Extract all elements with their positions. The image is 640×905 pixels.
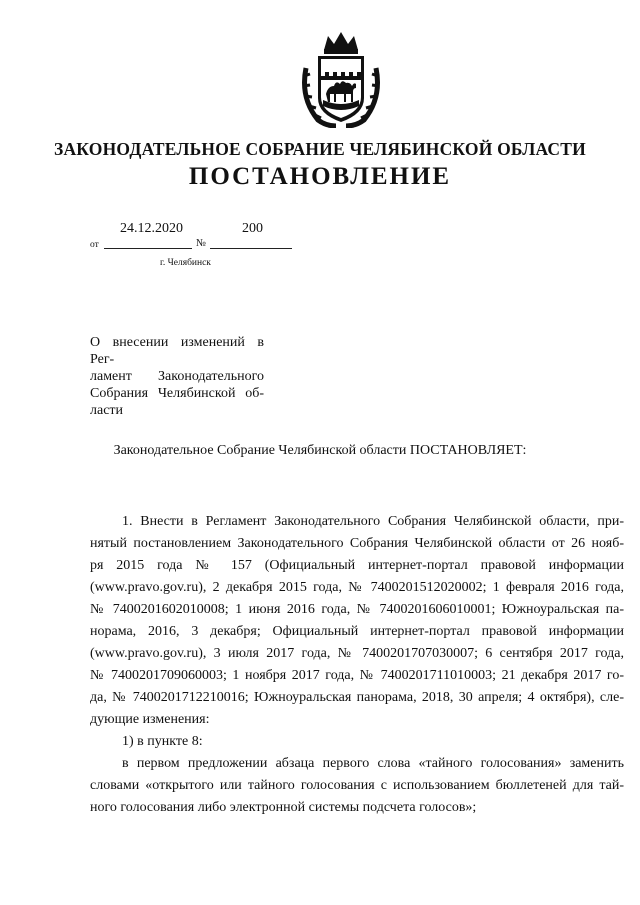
number-prefix-label: №	[196, 238, 207, 249]
body-line: 1. Внести в Регламент Законодательного Собрания Челябинской области, при-	[122, 514, 624, 529]
organization-title: ЗАКОНОДАТЕЛЬНОЕ СОБРАНИЕ ЧЕЛЯБИНСКОЙ ОБЛАСТИ	[54, 139, 586, 159]
subject-line: Собрания Челябинской об-	[90, 386, 264, 401]
body-line: норама, 2016, 3 декабря; Официальный интернет-портал правовой информации	[90, 624, 624, 639]
document-subject	[90, 334, 264, 419]
body-line: (www.pravo.gov.ru), 3 июля 2017 года, № 7400201707030007; 6 сентября 2017 года,	[90, 646, 624, 661]
body-line: ного голосования либо электронной системы подсчета голосов»;	[90, 800, 477, 815]
date-prefix-label: от	[90, 240, 99, 250]
subject-line: ламент Законодательного	[90, 369, 264, 384]
resolves-statement: Законодательное Собрание Челябинской области ПОСТАНОВЛЯЕТ:	[113, 443, 527, 458]
document-type-title: ПОСТАНОВЛЕНИЕ	[188, 163, 452, 190]
body-line: в первом предложении абзаца первого слова «тайного голосования» заменить	[122, 756, 624, 771]
body-line: (www.pravo.gov.ru), 2 декабря 2015 года, № 7400201512020002; 1 февраля 2016 года,	[90, 580, 624, 595]
number-underline	[210, 248, 292, 249]
body-line: 1) в пункте 8:	[122, 734, 203, 749]
date-underline	[104, 248, 192, 249]
body-line: № 7400201602010008; 1 июня 2016 года, № 7400201606010001; Южноуральская па-	[90, 602, 624, 617]
body-line: да, № 7400201712210016; Южноуральская панорама, 2018, 30 апреля; 4 октября), сле-	[90, 690, 624, 705]
body-line: № 7400201709060003; 1 ноября 2017 года, № 7400201711010003; 21 декабря 2017 го-	[90, 668, 624, 683]
subject-line: ласти	[90, 403, 124, 418]
document-number: 200	[242, 221, 263, 236]
body-line: дующие изменения:	[90, 712, 210, 727]
subject-line: О внесении изменений в Рег-	[90, 335, 264, 367]
coat-of-arms-emblem	[296, 28, 386, 128]
city-label: г. Челябинск	[160, 258, 211, 268]
body-line: нятый постановлением Законодательного Собрания Челябинской области от 26 нояб-	[90, 536, 624, 551]
body-line: словами «открытого или тайного голосования с использованием бюллетеней для тай-	[90, 778, 624, 793]
body-line: ря 2015 года № 157 (Официальный интернет-портал правовой информации	[90, 558, 624, 573]
document-date: 24.12.2020	[120, 221, 183, 236]
